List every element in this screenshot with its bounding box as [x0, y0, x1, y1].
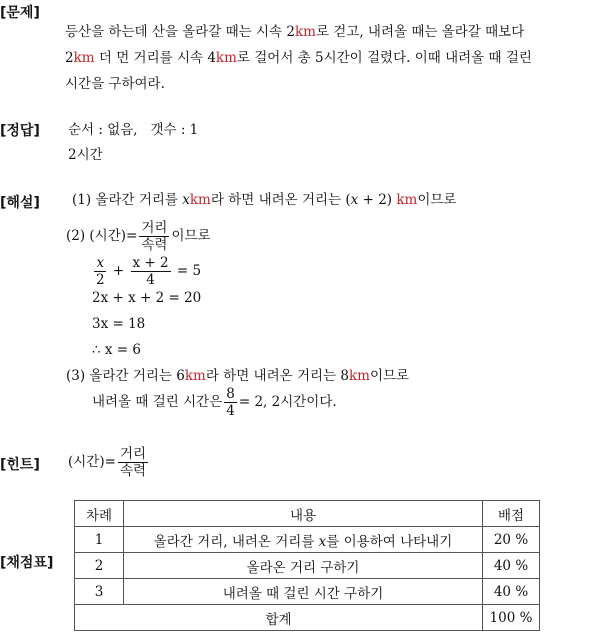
- total-score: 100 %: [483, 605, 540, 631]
- problem-heading: [문제]: [0, 5, 40, 21]
- row-content: 내려올 때 걸린 시간 구하기: [124, 579, 483, 605]
- table-row: [75, 579, 540, 605]
- rubric-table: [74, 500, 540, 631]
- row-content: 올라온 거리 구하기: [124, 553, 483, 579]
- time-formula-fraction: $\frac{\text{거리}}{\text{속력}}$: [141, 220, 168, 253]
- table-total-row: [75, 605, 540, 631]
- problem-line-1: 등산을 하는데 산을 올라갈 때는 시속 2km로 걷고, 내려올 때는 올라갈 때보다: [65, 24, 525, 40]
- row-score: 20 %: [483, 527, 540, 553]
- answer-heading: [정답]: [0, 123, 40, 139]
- header-no: 차례: [75, 501, 124, 527]
- row-no: 1: [75, 527, 124, 553]
- table-row: [75, 527, 540, 553]
- equation-1: $\frac{x}{2}$ + $\frac{x + 2}{4}$ = 5: [96, 255, 202, 288]
- problem-line-2: 2km 더 먼 거리를 시속 4km로 걸어서 총 5시간이 걸렸다. 이때 내려올 때 걸린: [65, 50, 532, 66]
- total-label: 합계: [75, 605, 483, 631]
- hint-formula: (시간)= $\frac{\text{거리}}{\text{속력}}$: [68, 446, 147, 479]
- row-content: 올라간 거리, 내려온 거리를 x를 이용하여 나타내기: [124, 527, 483, 553]
- row-score: 40 %: [483, 553, 540, 579]
- solution-step-1: (1) 올라간 거리를 xkm라 하면 내려온 거리는 (x + 2) km이므로: [72, 192, 457, 208]
- hint-heading: [힌트]: [0, 457, 40, 473]
- rubric-heading: [채점표]: [0, 555, 54, 571]
- solution-step-2: (2) (시간)= $\frac{\text{거리}}{\text{속력}}$ 이므로: [66, 220, 211, 253]
- row-score: 40 %: [483, 579, 540, 605]
- problem-line-3: 시간을 구하여라.: [65, 76, 165, 92]
- equation-3: 3x = 18: [92, 316, 146, 332]
- equation-4: ∴ x = 6: [92, 342, 141, 358]
- solution-step-3: (3) 올라간 거리는 6km라 하면 내려온 거리는 8km이므로: [66, 368, 410, 384]
- header-content: 내용: [124, 501, 483, 527]
- table-header-row: [75, 501, 540, 527]
- answer-meta: 순서 : 없음, 갯수 : 1: [68, 122, 199, 138]
- solution-heading: [해설]: [0, 195, 40, 211]
- solution-step-4: 내려올 때 걸린 시간은 $\frac{8}{4}$ = 2, 2시간이다.: [92, 386, 337, 419]
- header-score: 배점: [483, 501, 540, 527]
- answer-value: 2시간: [68, 147, 103, 163]
- equation-2: 2x + x + 2 = 20: [92, 290, 202, 306]
- row-no: 3: [75, 579, 124, 605]
- row-no: 2: [75, 553, 124, 579]
- table-row: [75, 553, 540, 579]
